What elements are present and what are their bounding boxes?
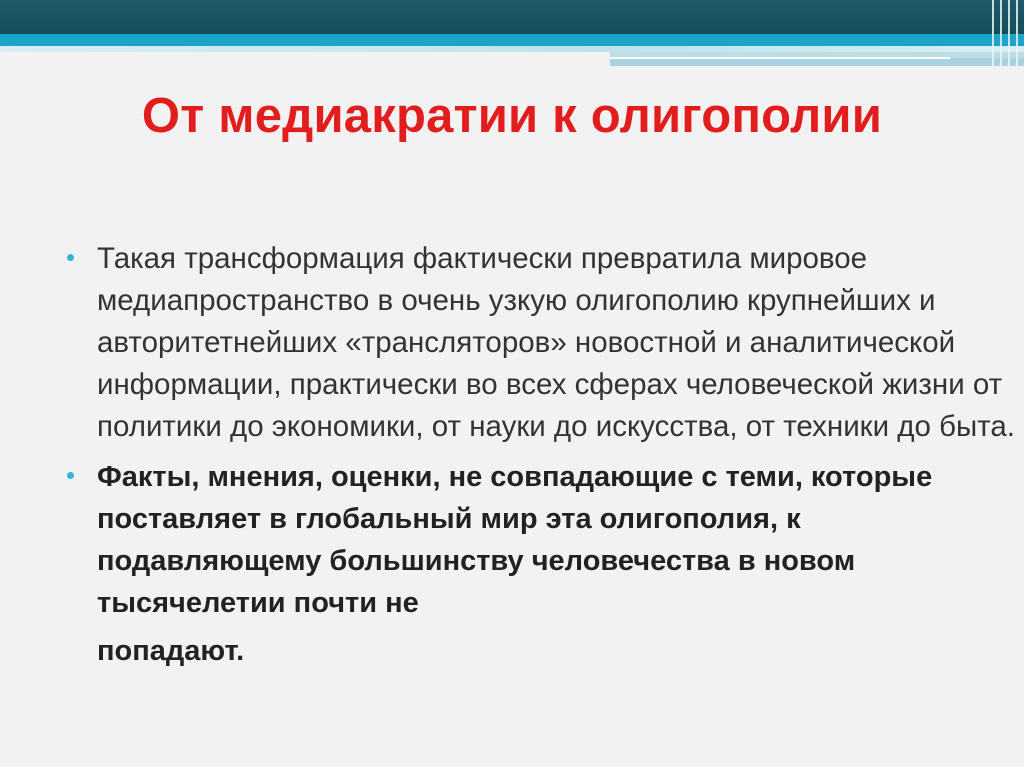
slide-title: От медиакратии к олигополии — [141, 89, 883, 143]
bullet-dot-icon — [67, 254, 74, 261]
tick — [1016, 0, 1018, 66]
top-band-ticks — [992, 0, 1018, 66]
top-band-cyan — [0, 34, 1024, 46]
bullet-dot-icon — [67, 472, 74, 479]
bullet-text-last-word: попадают. — [97, 635, 245, 667]
tick — [1000, 0, 1002, 66]
bullet-text: Факты, мнения, оценки, не совпадающие с теми, которые поставляет в глобальный мир эта олигополия, к подавляющему большинству человечества в новом тысячелетии почти не — [97, 461, 933, 619]
bullet-item — [60, 238, 1015, 448]
tick — [992, 0, 994, 66]
bullet-item — [60, 456, 1015, 672]
top-band-highlight — [610, 57, 950, 59]
top-band-stripe — [610, 58, 1024, 66]
bullet-list — [60, 238, 1015, 672]
top-band-dark — [0, 0, 1024, 34]
bullet-text: Такая трансформация фактически превратила мировое медиапространство в очень узкую олигополию крупнейших и авторитетнейших «трансляторов» новостной и аналитической информации, практически во всех сферах человеческой жизни от политики до экономики, от науки до искусства, от техники до быта. — [97, 242, 1015, 443]
tick — [1008, 0, 1010, 66]
